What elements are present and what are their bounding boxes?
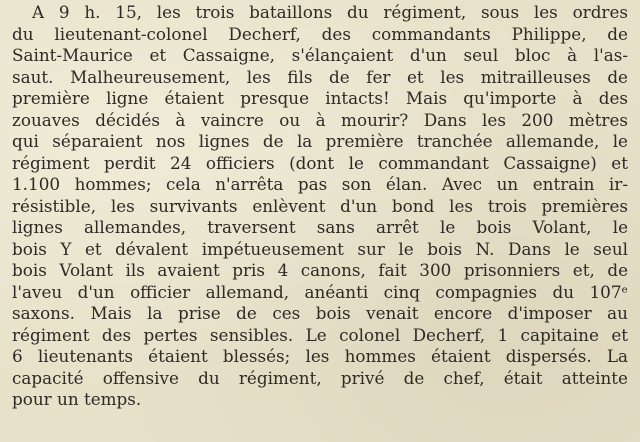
text-line-15: saxons. Mais la prise de ces bois venait encore d'imposer au (12, 303, 628, 323)
text-line-9: 1.100 hommes; cela n'arrêta pas son élan. Avec un entrain ir- (12, 174, 628, 194)
text-line-12: bois Y et dévalent impétueusement sur le bois N. Dans le seul (12, 238, 628, 259)
text-line-7: qui séparaient nos lignes de la première tranchée allemande, le (12, 131, 628, 151)
text-line-14: l'aveu d'un officier allemand, anéanti cinq compagnies du 107ᵉ (12, 281, 628, 302)
text-line-18: capacité offensive du régiment, privé de chef, était atteinte (12, 367, 628, 388)
text-line-5: première ligne étaient presque intacts! Mais qu'importe à des (12, 88, 628, 108)
text-line-6: zouaves décidés à vaincre ou à mourir? Dans les 200 mètres (12, 109, 628, 130)
text-line-17: 6 lieutenants étaient blessés; les hommes étaient dispersés. La (12, 346, 628, 366)
text-line-1: A 9 h. 15, les trois bataillons du régiment, sous les ordres (32, 2, 628, 22)
text-line-3: Saint-Maurice et Cassaigne, s'élançaient d'un seul bloc à l'as- (12, 45, 628, 65)
text-line-19: pour un temps. (12, 389, 142, 409)
text-line-10: résistible, les survivants enlèvent d'un bond les trois premières (12, 195, 628, 216)
text-line-2: du lieutenant-colonel Decherf, des commandants Philippe, de (12, 23, 628, 44)
text-line-16: régiment des pertes sensibles. Le colonel Decherf, 1 capitaine et (12, 324, 628, 345)
text-line-8: régiment perdit 24 officiers (dont le commandant Cassaigne) et (12, 152, 628, 173)
text-line-13: bois Volant ils avaient pris 4 canons, fait 300 prisonniers et, de (12, 260, 628, 280)
text-line-4: saut. Malheureusement, les fils de fer et les mitrailleuses de (12, 66, 628, 87)
text-line-11: lignes allemandes, traversent sans arrêt le bois Volant, le (12, 217, 628, 237)
paragraph (12, 2, 628, 411)
